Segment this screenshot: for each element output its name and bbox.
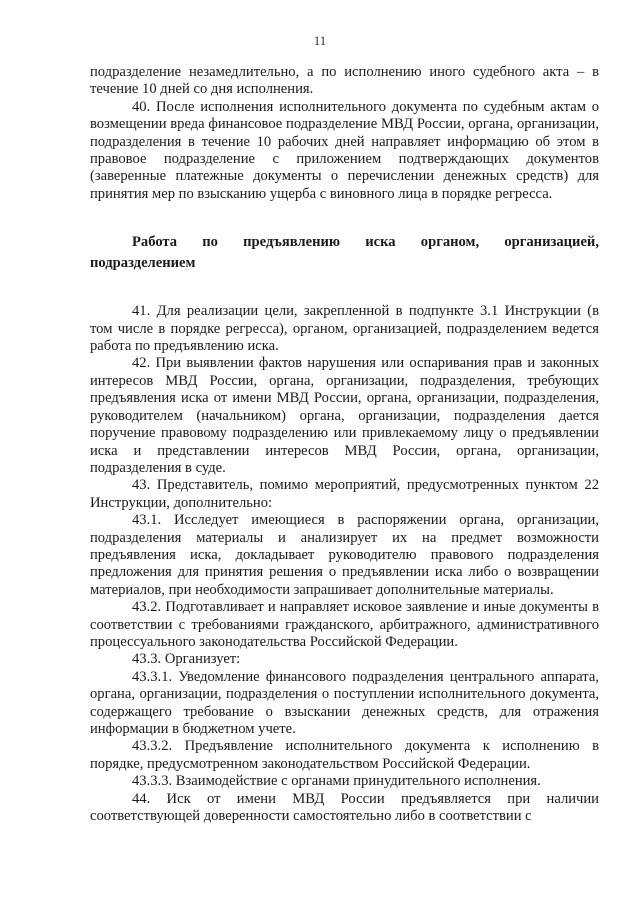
paragraph-43-3-1: 43.3.1. Уведомление финансового подразделения центрального аппарата, органа, организации, подразделения о поступлении исполнительного документа, содержащего требование о взыскании денежных средств, для отражения информации в бюджетном учете. (90, 668, 599, 737)
paragraph-43-2: 43.2. Подготавливает и направляет исковое заявление и иные документы в соответствии с требованиями гражданского, арбитражного, административного процессуального законодательства Российской Федерации. (90, 599, 599, 650)
paragraph-40: 40. После исполнения исполнительного документа по судебным актам о возмещении вреда финансовое подразделение МВД России, органа, организации, подразделения в течение 10 рабочих дней направляет информацию об этом в правовое подразделение с приложением подтверждающих документов (заверенные платежные документы о перечислении денежных средств) для принятия мер по взысканию ущерба с виновного лица в порядке регресса. (90, 98, 599, 202)
paragraph-43-3-2: 43.3.2. Предъявление исполнительного документа к исполнению в порядке, предусмотренном законодательством Российской Федерации. (90, 738, 599, 772)
paragraph-43-3-3: 43.3.3. Взаимодействие с органами принудительного исполнения. (132, 773, 541, 790)
paragraph-41: 41. Для реализации цели, закрепленной в подпункте 3.1 Инструкции (в том числе в порядке регресса), органом, организацией, подразделением ведется работа по предъявлению иска. (90, 303, 599, 355)
paragraph-43-1: 43.1. Исследует имеющиеся в распоряжении органа, организации, подразделения материалы и анализирует их на предмет возможности предъявления иска, докладывает руководителю правового подразделения предложения для принятия решения о предъявлении иска либо о возвращении материалов, при необходимости запрашивает дополнительные материалы. (90, 512, 599, 598)
paragraph-43: 43. Представитель, помимо мероприятий, предусмотренных пунктом 22 Инструкции, дополнительно: (90, 477, 599, 511)
paragraph-44: 44. Иск от имени МВД России предъявляется при наличии соответствующей доверенности самостоятельно либо в соответствии с (90, 790, 599, 825)
section-heading: Работа по предъявлению иска органом, организацией, подразделением (90, 234, 599, 272)
paragraph-continuation: подразделение незамедлительно, а по исполнению иного судебного акта – в течение 10 дней со дня исполнения. (90, 64, 599, 98)
paragraph-43-3: 43.3. Организует: (132, 651, 241, 668)
paragraph-42: 42. При выявлении фактов нарушения или оспаривания прав и законных интересов МВД России, органа, организации, подразделения, требующих предъявления иска от имени МВД России, органа, организации, подразделения, руководителем (начальником) органа, организации, подразделения дается поручение правовому подразделению или привлекаемому лицу о предъявлении иска и представлении интересов МВД России, органа, организации, подразделения в суде. (90, 355, 599, 476)
page-number: 11 (313, 33, 327, 48)
document-body (90, 64, 599, 825)
